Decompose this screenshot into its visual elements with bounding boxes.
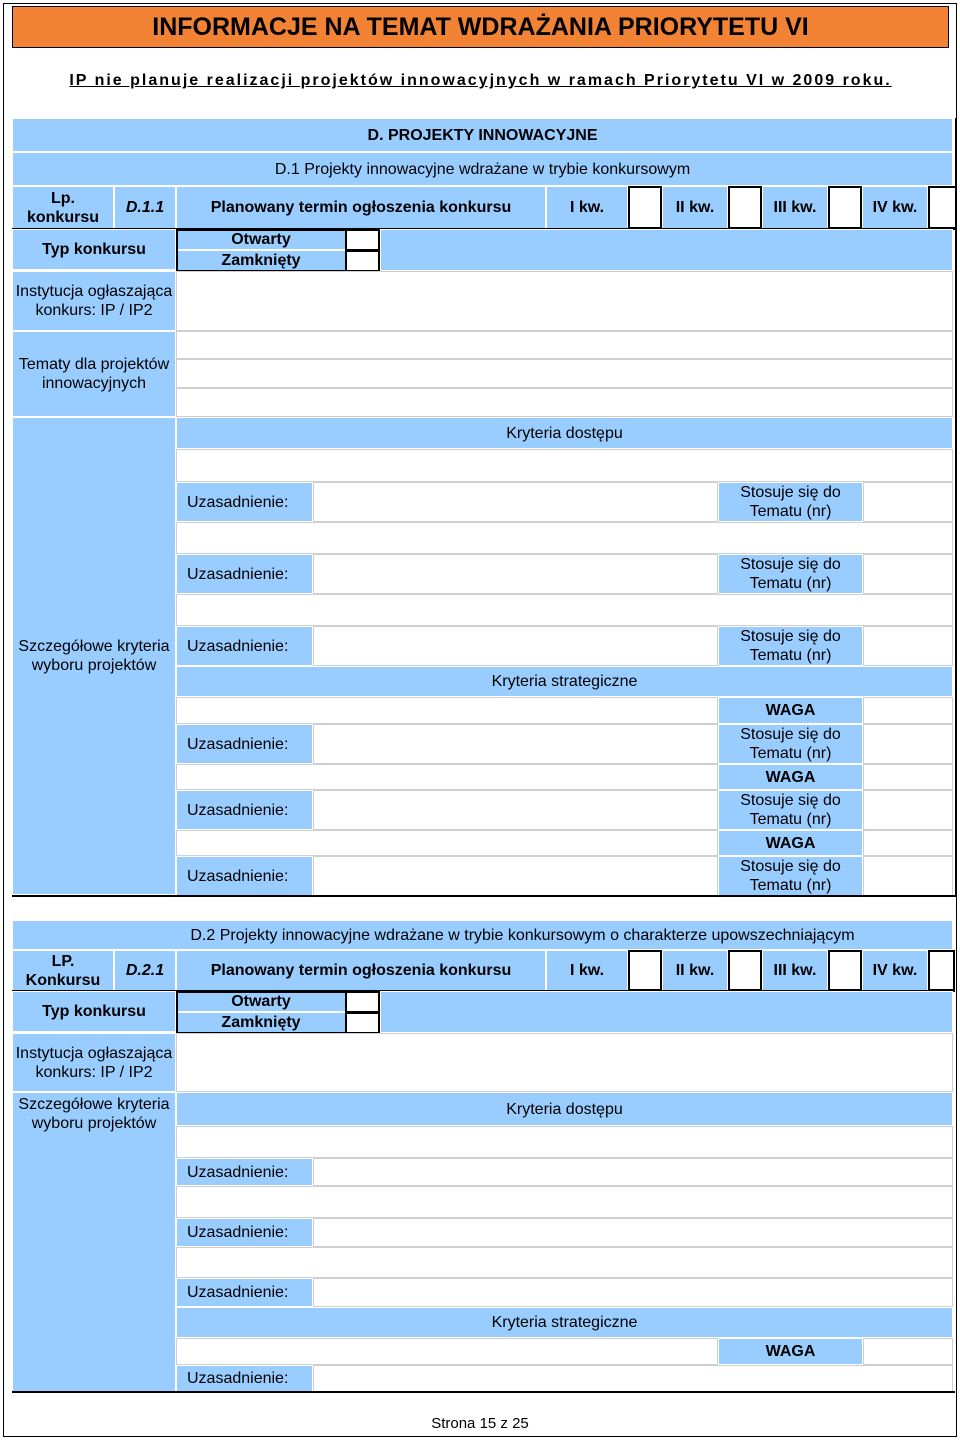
open-label: Otwarty <box>176 991 346 1012</box>
applies-label: Stosuje się do Tematu (nr) <box>718 482 863 522</box>
weight-label: WAGA <box>718 697 863 724</box>
justification-field[interactable] <box>313 724 718 764</box>
lp-label: LP. Konkursu <box>12 950 114 991</box>
weight-field[interactable] <box>863 830 953 856</box>
topic-field[interactable] <box>176 388 953 417</box>
open-checkbox[interactable] <box>345 991 380 1013</box>
institution-label: Instytucja ogłaszająca konkurs: IP / IP2 <box>12 1033 176 1092</box>
detailed-criteria-label: Szczegółowe kryteria wyboru projektów <box>12 1092 176 1392</box>
type-row-fill <box>380 229 953 271</box>
strategic-criteria-header: Kryteria strategiczne <box>176 1307 953 1338</box>
applies-field[interactable] <box>863 724 953 764</box>
type-label: Typ konkursu <box>12 229 176 270</box>
criterion-field[interactable] <box>176 697 718 724</box>
justification-label: Uzasadnienie: <box>176 1158 313 1186</box>
quarter-2-checkbox[interactable] <box>728 186 762 229</box>
quarter-1-label: I kw. <box>546 950 628 991</box>
detailed-criteria-label: Szczegółowe kryteria wyboru projektów <box>12 417 176 895</box>
quarter-3-checkbox[interactable] <box>828 950 862 991</box>
quarter-3-label: III kw. <box>762 950 828 991</box>
topics-label: Tematy dla projektów innowacyjnych <box>12 331 176 417</box>
criterion-field[interactable] <box>176 449 953 482</box>
weight-field[interactable] <box>863 1338 953 1365</box>
weight-field[interactable] <box>863 764 953 790</box>
justification-field[interactable] <box>313 790 718 830</box>
criterion-field[interactable] <box>176 1126 953 1158</box>
applies-label: Stosuje się do Tematu (nr) <box>718 790 863 830</box>
quarter-4-label: IV kw. <box>862 186 928 229</box>
justification-field[interactable] <box>313 482 718 522</box>
notice-text: IP nie planuje realizacji projektów innowacyjnych w ramach Priorytetu VI w 2009 roku. <box>69 72 892 89</box>
justification-field[interactable] <box>313 1158 953 1186</box>
criterion-field[interactable] <box>176 1247 953 1278</box>
quarter-4-label: IV kw. <box>862 950 928 991</box>
justification-label: Uzasadnienie: <box>176 1278 313 1307</box>
open-checkbox[interactable] <box>345 229 380 251</box>
quarter-3-checkbox[interactable] <box>828 186 862 229</box>
section-subheading: D.1 Projekty innowacyjne wdrażane w trybie konkursowym <box>12 152 953 186</box>
closed-label: Zamknięty <box>176 1012 346 1033</box>
access-criteria-header: Kryteria dostępu <box>176 417 953 449</box>
justification-field[interactable] <box>313 554 718 594</box>
criterion-field[interactable] <box>176 594 953 626</box>
quarter-2-label: II kw. <box>662 186 728 229</box>
strategic-criteria-header: Kryteria strategiczne <box>176 666 953 697</box>
planned-term-label: Planowany termin ogłoszenia konkursu <box>176 186 546 229</box>
quarter-2-label: II kw. <box>662 950 728 991</box>
open-label: Otwarty <box>176 229 346 250</box>
justification-field[interactable] <box>313 626 718 666</box>
applies-label: Stosuje się do Tematu (nr) <box>718 626 863 666</box>
justification-field[interactable] <box>313 856 718 896</box>
type-row-fill <box>380 991 953 1033</box>
criterion-field[interactable] <box>176 1186 953 1218</box>
justification-label: Uzasadnienie: <box>176 482 313 522</box>
applies-label: Stosuje się do Tematu (nr) <box>718 724 863 764</box>
justification-label: Uzasadnienie: <box>176 724 313 764</box>
closed-label: Zamknięty <box>176 250 346 271</box>
quarter-3-label: III kw. <box>762 186 828 229</box>
divider-line <box>12 895 957 897</box>
weight-label: WAGA <box>718 764 863 790</box>
quarter-1-checkbox[interactable] <box>628 186 662 229</box>
section-subheading-text: D.2 Projekty innowacyjne wdrażane w trybie konkursowym o charakterze upowszechniającym <box>190 926 855 944</box>
justification-label: Uzasadnienie: <box>176 1218 313 1247</box>
criterion-field[interactable] <box>176 1338 718 1365</box>
criterion-field[interactable] <box>176 830 718 856</box>
quarter-4-checkbox[interactable] <box>928 950 955 991</box>
weight-field[interactable] <box>863 697 953 724</box>
quarter-4-checkbox[interactable] <box>928 186 957 229</box>
applies-field[interactable] <box>863 482 953 522</box>
divider-line <box>12 1391 955 1393</box>
justification-label: Uzasadnienie: <box>176 626 313 666</box>
section-heading: D. PROJEKTY INNOWACYJNE <box>12 118 953 152</box>
institution-label: Instytucja ogłaszająca konkurs: IP / IP2 <box>12 271 176 331</box>
criterion-field[interactable] <box>176 764 718 790</box>
competition-code: D.1.1 <box>114 186 176 229</box>
type-label: Typ konkursu <box>12 991 176 1032</box>
justification-label: Uzasadnienie: <box>176 1365 313 1392</box>
applies-field[interactable] <box>863 856 953 896</box>
applies-field[interactable] <box>863 626 953 666</box>
closed-checkbox[interactable] <box>345 250 380 272</box>
justification-label: Uzasadnienie: <box>176 554 313 594</box>
access-criteria-header: Kryteria dostępu <box>176 1092 953 1126</box>
justification-field[interactable] <box>313 1278 953 1307</box>
page-title: INFORMACJE NA TEMAT WDRAŻANIA PRIORYTETU VI <box>12 6 949 48</box>
weight-label: WAGA <box>718 830 863 856</box>
institution-field[interactable] <box>176 1033 953 1092</box>
page-number: Strona 15 z 25 <box>431 1415 529 1432</box>
topic-field[interactable] <box>176 331 953 359</box>
competition-code: D.2.1 <box>114 950 176 991</box>
justification-label: Uzasadnienie: <box>176 790 313 830</box>
lp-label: Lp. konkursu <box>12 186 114 229</box>
applies-label: Stosuje się do Tematu (nr) <box>718 856 863 896</box>
institution-field[interactable] <box>176 271 953 331</box>
weight-label: WAGA <box>718 1338 863 1365</box>
applies-label: Stosuje się do Tematu (nr) <box>718 554 863 594</box>
criterion-field[interactable] <box>176 522 953 554</box>
divider-line <box>955 118 957 897</box>
quarter-2-checkbox[interactable] <box>728 950 762 991</box>
section-subheading <box>12 920 953 950</box>
applies-field[interactable] <box>863 554 953 594</box>
planned-term-label: Planowany termin ogłoszenia konkursu <box>176 950 546 991</box>
justification-field[interactable] <box>313 1218 953 1247</box>
applies-field[interactable] <box>863 790 953 830</box>
justification-field[interactable] <box>313 1365 953 1392</box>
justification-label: Uzasadnienie: <box>176 856 313 896</box>
topic-field[interactable] <box>176 359 953 388</box>
quarter-1-checkbox[interactable] <box>628 950 662 991</box>
quarter-1-label: I kw. <box>546 186 628 229</box>
closed-checkbox[interactable] <box>345 1012 380 1034</box>
